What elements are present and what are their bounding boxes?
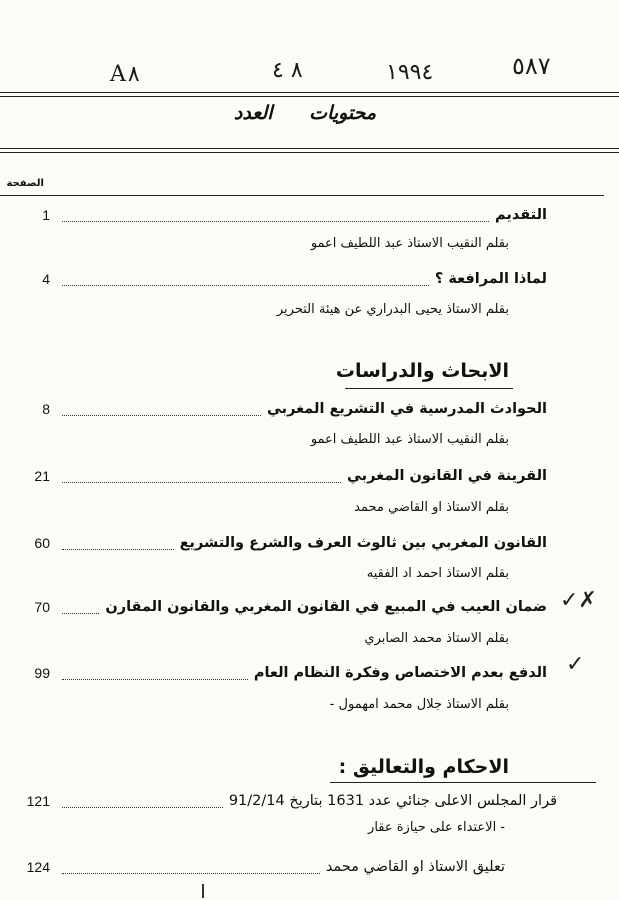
handwritten-check-mark: ✓✗ [560, 588, 597, 613]
header-rule [0, 148, 619, 149]
toc-entry[interactable] [20, 203, 547, 227]
entry-author: بقلم الاستاذ يحيى البدراري عن هيئة التحرير [276, 302, 509, 317]
toc-entry[interactable] [20, 789, 557, 813]
entry-title: تعليق الاستاذ او القاضي محمد [325, 859, 505, 875]
stray-pen-mark [202, 884, 204, 898]
dot-leader [62, 403, 261, 416]
dot-leader [62, 861, 320, 874]
entry-title: القانون المغربي بين ثالوث العرف والشرع والتشريع [179, 535, 547, 551]
dot-leader [62, 795, 223, 808]
handwritten-check-mark: ✓ [566, 652, 585, 677]
dot-leader [62, 470, 341, 483]
page-column-label: الصفحة [6, 178, 44, 189]
entry-title: قرار المجلس الاعلى جنائي عدد 1631 بتاريخ 91/2/14 [228, 793, 557, 809]
entry-author: بقلم الاستاذ محمد الصابري [364, 631, 509, 646]
entry-author: بقلم الاستاذ او القاضي محمد [354, 500, 509, 515]
toc-entry[interactable] [20, 855, 505, 879]
header-rule [0, 96, 619, 97]
page-number: 4 [42, 271, 50, 287]
toc-entry[interactable] [20, 531, 547, 555]
toc-entry[interactable] [20, 661, 547, 685]
entry-title: الدفع بعدم الاختصاص وفكرة النظام العام [253, 665, 547, 681]
section-underline [330, 782, 596, 783]
entry-title: التقديم [495, 207, 547, 223]
page-title: محتويات العدد [233, 102, 377, 124]
page-number: 1 [42, 207, 50, 223]
page-number: 60 [34, 535, 50, 551]
handwritten-issue-number: A٨ [110, 62, 140, 87]
dot-leader [62, 273, 429, 286]
handwritten-reference: ٥٨٧ [512, 52, 551, 80]
dot-leader [62, 209, 489, 222]
handwritten-number: ٨ ٤ [272, 58, 303, 83]
dot-leader [62, 537, 174, 550]
toc-entry[interactable] [20, 267, 547, 291]
entry-title: ضمان العيب في المبيع في القانون المغربي والقانون المقارن [105, 599, 547, 615]
header-rule [0, 152, 619, 153]
page-number: 8 [42, 401, 50, 417]
page-number: 70 [34, 599, 50, 615]
column-rule [0, 195, 604, 196]
section-heading-rulings: الاحكام والتعاليق : [338, 756, 509, 778]
header-rule [0, 92, 619, 93]
entry-author: بقلم النقيب الاستاذ عبد اللطيف اعمو [310, 432, 509, 447]
page-number: 124 [26, 859, 50, 875]
entry-title: الحوادث المدرسية في التشريع المغربي [266, 401, 547, 417]
entry-subject: - الاعتداء على حيازة عقار [368, 820, 505, 835]
entry-author: بقلم الاستاذ جلال محمد امهمول - [329, 697, 509, 712]
page-number: 121 [26, 793, 50, 809]
entry-author: بقلم الاستاذ احمد اد الفقيه [366, 566, 509, 581]
dot-leader [62, 667, 248, 680]
toc-entry[interactable] [20, 397, 547, 421]
toc-entry[interactable] [20, 464, 547, 488]
entry-title: القرينة في القانون المغربي [347, 468, 547, 484]
entry-author: بقلم النقيب الاستاذ عبد اللطيف اعمو [310, 236, 509, 251]
section-underline [345, 388, 513, 389]
section-heading-studies: الابحاث والدراسات [335, 360, 509, 382]
dot-leader [62, 601, 99, 614]
page-number: 99 [34, 665, 50, 681]
page-number: 21 [34, 468, 50, 484]
handwritten-year: ١٩٩٤ [386, 60, 434, 85]
toc-entry[interactable] [20, 595, 547, 619]
entry-title: لماذا المرافعة ؟ [434, 271, 547, 287]
